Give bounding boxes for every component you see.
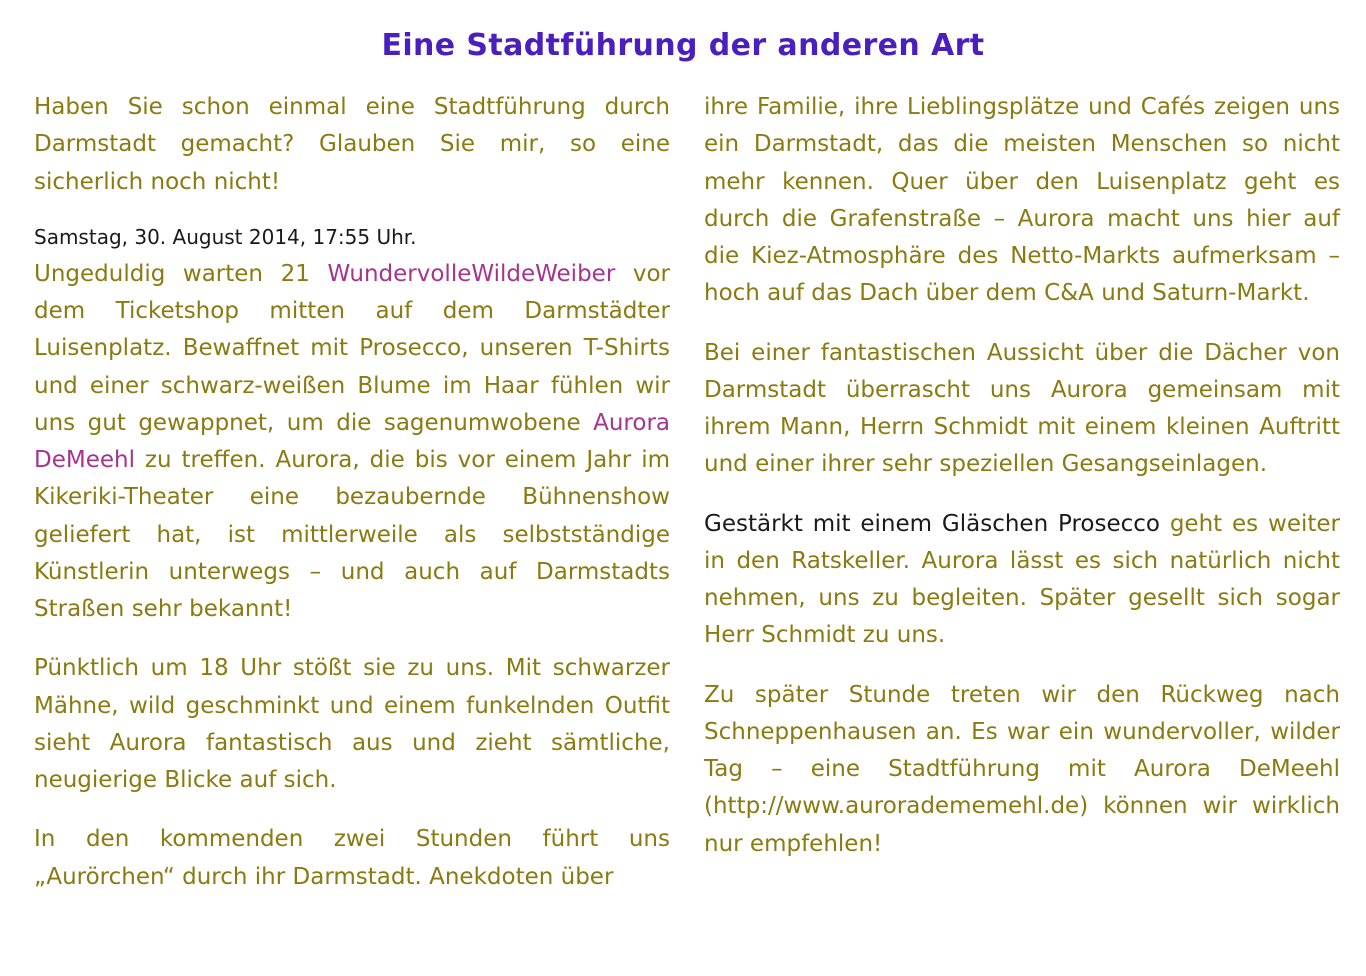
group-name-highlight: WundervolleWildeWeiber <box>327 260 616 287</box>
paragraph-waiting-post: zu treffen. Aurora, die bis vor einem Jahr im Kikeriki-Theater eine bezaubernde Bühnenshow geliefert hat, ist mittlerweile als selbstständige Künstlerin unterwegs – und auch auf Darmstadts Straßen sehr bekannt! <box>34 447 670 622</box>
paragraph-ratskeller <box>704 506 1340 655</box>
paragraph-intro: Haben Sie schon einmal eine Stadtführung durch Darmstadt gemacht? Glauben Sie mir, so eine sicherlich noch nicht! <box>34 94 670 195</box>
paragraph-ratskeller-rest: geht es weiter in den Ratskeller. Aurora lässt es sich natürlich nicht nehmen, uns zu begleiten. Später gesellt sich sogar Herr Schmidt zu uns. <box>704 510 1340 649</box>
website-link[interactable]: http://www.auroradememehl.de <box>712 793 1080 820</box>
paragraph-family: ihre Familie, ihre Lieblingsplätze und Cafés zeigen uns ein Darmstadt, das die meisten Menschen so nicht mehr kennen. Quer über den Luisenplatz geht es durch die Grafenstraße – Aurora macht uns hier auf die Kiez-Atmosphäre des Netto-Markts aufmerksam – hoch auf das Dach über dem C&A und Saturn-Markt. <box>704 94 1340 307</box>
person-name-highlight: Aurora DeMeehl <box>34 409 670 473</box>
left-column <box>34 89 670 896</box>
paragraph-waiting <box>34 256 670 629</box>
paragraph-waiting-pre: Ungeduldig warten 21 <box>34 260 328 287</box>
prosecco-highlight: Gestärkt mit einem Gläschen Prosecco <box>704 510 1160 537</box>
paragraph-hours: In den kommenden zwei Stunden führt uns „Aurörchen“ durch ihr Darmstadt. Anekdoten über <box>34 826 670 890</box>
two-column-layout <box>34 89 1340 896</box>
paragraph-return <box>704 677 1340 863</box>
date-line: Samstag, 30. August 2014, 17:55 Uhr. <box>34 224 417 249</box>
paragraph-punctual: Pünktlich um 18 Uhr stößt sie zu uns. Mit schwarzer Mähne, wild geschminkt und einem funkelnden Outfit sieht Aurora fantastisch aus und zieht sämtliche, neugierige Blicke auf sich. <box>34 655 670 793</box>
page-title: Eine Stadtführung der anderen Art <box>381 28 985 63</box>
paragraph-return-pre: Zu später Stunde treten wir den Rückweg nach Schneppenhausen an. Es war ein wundervoller, wilder Tag – eine Stadtführung mit Aurora DeMeehl ( <box>704 681 1340 820</box>
paragraph-waiting-mid: vor dem Ticketshop mitten auf dem Darmstädter Luisenplatz. Bewaffnet mit Prosecco, unseren T-Shirts und einer schwarz-weißen Blume im Haar fühlen wir uns gut gewappnet, um die sagenumwobene <box>34 260 671 436</box>
paragraph-view: Bei einer fantastischen Aussicht über die Dächer von Darmstadt überrascht uns Aurora gemeinsam mit ihrem Mann, Herrn Schmidt mit einem kleinen Auftritt und einer ihrer sehr speziellen Gesangseinlagen. <box>704 339 1340 478</box>
right-column <box>704 89 1340 863</box>
paragraph-return-post: ) können wir wirklich nur empfehlen! <box>704 793 1340 857</box>
